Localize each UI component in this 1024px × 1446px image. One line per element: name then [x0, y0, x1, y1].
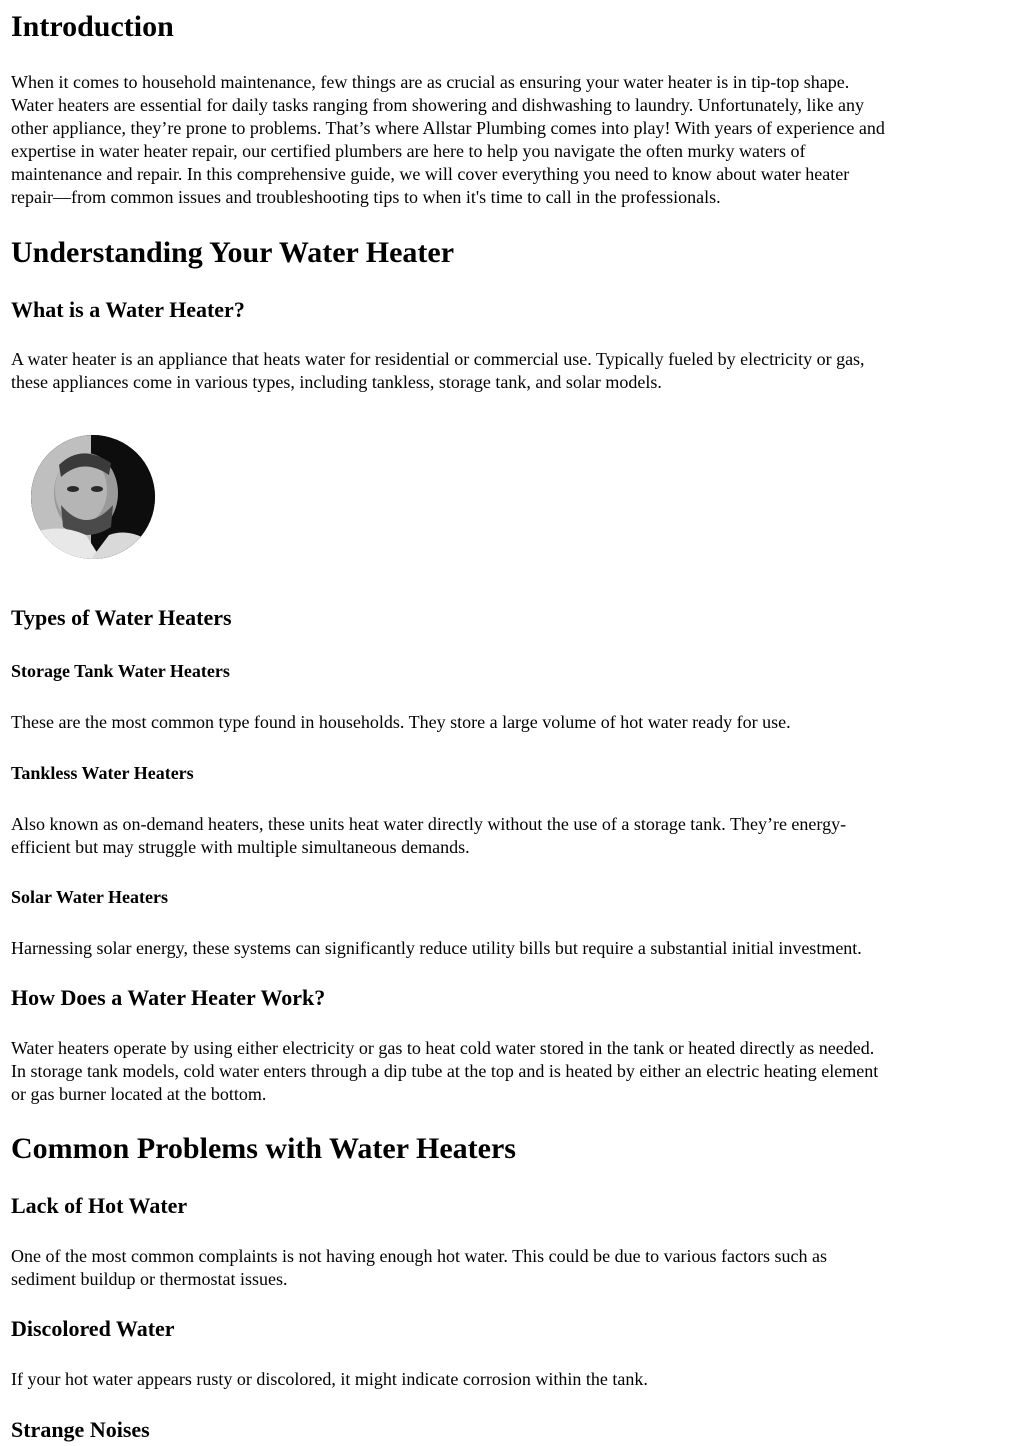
intro-line: maintenance and repair. In this comprehensive guide, we will cover everything you need to know about water heater — [11, 164, 850, 184]
discolored-heading: Discolored Water — [11, 1316, 175, 1341]
how-line: Water heaters operate by using either electricity or gas to heat cold water stored in the tank or heated directly as needed. — [11, 1038, 875, 1058]
portrait-image — [31, 435, 155, 559]
problems-heading: Common Problems with Water Heaters — [11, 1132, 516, 1165]
tankless-paragraph — [11, 813, 1021, 859]
noises-heading: Strange Noises — [11, 1417, 150, 1442]
storage-heading: Storage Tank Water Heaters — [11, 661, 230, 681]
storage-line: These are the most common type found in households. They store a large volume of hot water ready for use. — [11, 712, 791, 732]
lack-line: sediment buildup or thermostat issues. — [11, 1269, 288, 1289]
what-paragraph — [11, 348, 1021, 394]
lack-heading: Lack of Hot Water — [11, 1193, 188, 1218]
intro-heading: Introduction — [11, 10, 174, 43]
how-paragraph — [11, 1037, 1021, 1106]
tankless-heading: Tankless Water Heaters — [11, 763, 194, 783]
what-heading: What is a Water Heater? — [11, 297, 245, 322]
intro-line: expertise in water heater repair, our certified plumbers are here to help you navigate the often murky waters of — [11, 141, 806, 161]
intro-line: other appliance, they’re prone to problems. That’s where Allstar Plumbing comes into play! With years of experience and — [11, 118, 885, 138]
how-line: or gas burner located at the bottom. — [11, 1084, 267, 1104]
intro-line: Water heaters are essential for daily tasks ranging from showering and dishwashing to laundry. Unfortunately, like any — [11, 95, 864, 115]
author-avatar — [31, 435, 155, 559]
understanding-heading: Understanding Your Water Heater — [11, 236, 455, 269]
discolored-paragraph — [11, 1368, 1021, 1391]
how-line: In storage tank models, cold water enters through a dip tube at the top and is heated by either an electric heating element — [11, 1061, 879, 1081]
lack-paragraph — [11, 1245, 1021, 1291]
tankless-line: Also known as on-demand heaters, these units heat water directly without the use of a storage tank. They’re energy- — [11, 814, 847, 834]
solar-heading: Solar Water Heaters — [11, 887, 168, 907]
intro-line: repair—from common issues and troubleshooting tips to when it's time to call in the professionals. — [11, 187, 721, 207]
lack-line: One of the most common complaints is not having enough hot water. This could be due to various factors such as — [11, 1246, 828, 1266]
solar-line: Harnessing solar energy, these systems can significantly reduce utility bills but require a substantial initial investment. — [11, 938, 862, 958]
intro-paragraph — [11, 71, 1021, 209]
types-heading: Types of Water Heaters — [11, 605, 232, 630]
tankless-line: efficient but may struggle with multiple simultaneous demands. — [11, 837, 470, 857]
storage-paragraph — [11, 711, 1021, 734]
what-line: A water heater is an appliance that heats water for residential or commercial use. Typically fueled by electricity or gas, — [11, 349, 865, 369]
intro-line: When it comes to household maintenance, few things are as crucial as ensuring your water heater is in tip-top shape. — [11, 72, 850, 92]
solar-paragraph — [11, 937, 1021, 960]
what-line: these appliances come in various types, including tankless, storage tank, and solar models. — [11, 372, 662, 392]
discolored-line: If your hot water appears rusty or discolored, it might indicate corrosion within the tank. — [11, 1369, 648, 1389]
how-heading: How Does a Water Heater Work? — [11, 985, 326, 1010]
